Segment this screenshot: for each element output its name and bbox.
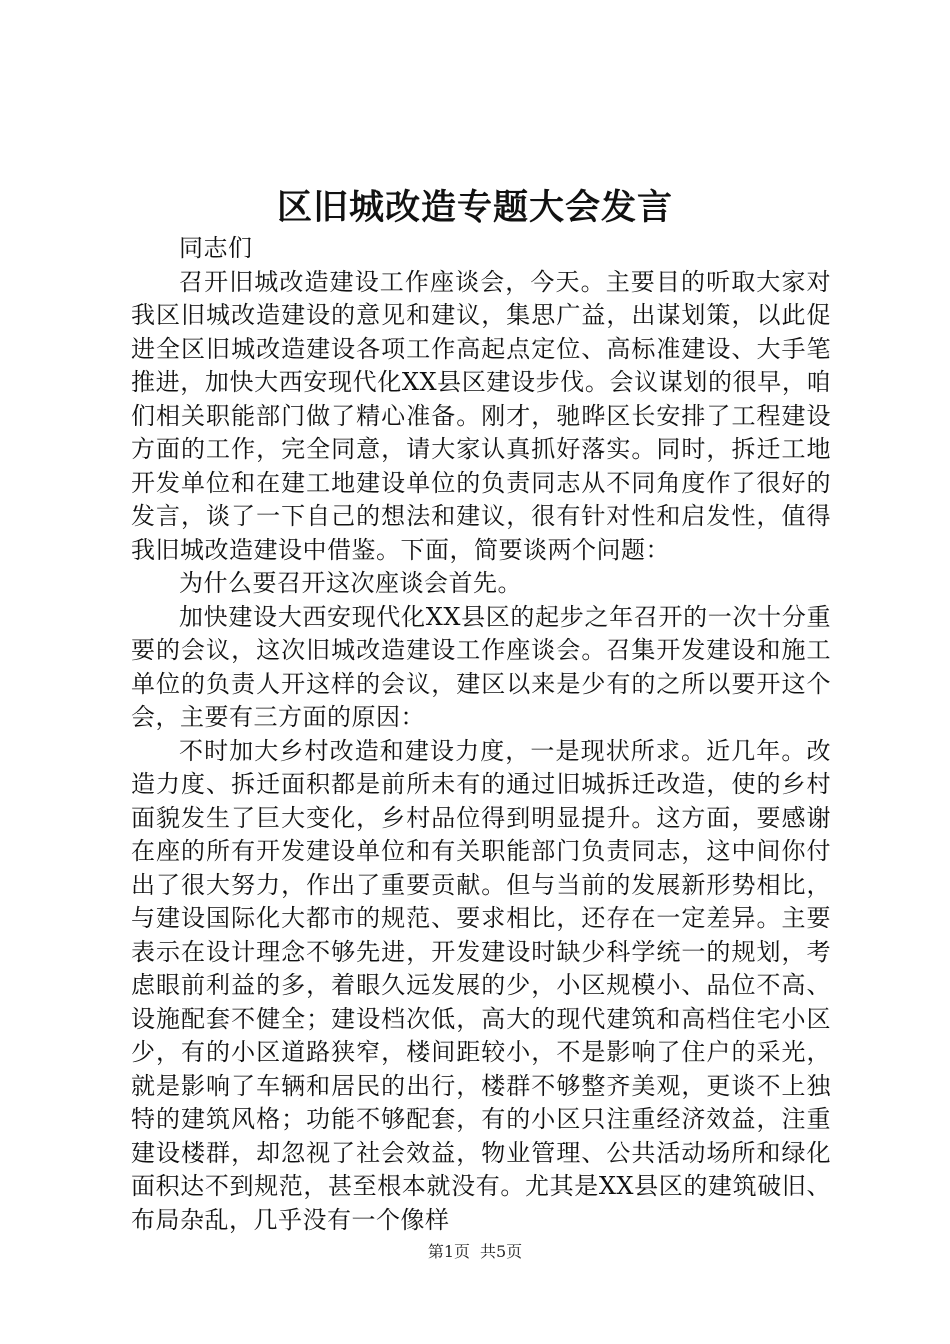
document-body	[131, 232, 831, 1237]
paragraph-intro: 召开旧城改造建设工作座谈会，今天。主要目的听取大家对我区旧城改造建设的意见和建议，集思广益，出谋划策，以此促进全区旧城改造建设各项工作高起点定位、高标准建设、大手笔推进，加快大西安现代化XX县区建设步伐。会议谋划的很早，咱们相关职能部门做了精心准备。刚才，驰晔区长安排了工程建设方面的工作，完全同意，请大家认真抓好落实。同时，拆迁工地开发单位和在建工地建设单位的负责同志从不同角度作了很好的发言，谈了一下自己的想法和建议，很有针对性和启发性，值得我旧城改造建设中借鉴。下面，简要谈两个问题：	[131, 267, 831, 564]
paragraph-question: 为什么要召开这次座谈会首先。	[179, 569, 522, 597]
document-title: 区旧城改造专题大会发言	[276, 187, 673, 228]
page-total: 共5页	[480, 1242, 523, 1261]
paragraph-reason-one: 不时加大乡村改造和建设力度，一是现状所求。近几年。改造力度、拆迁面积都是前所未有的通过旧城拆迁改造，使的乡村面貌发生了巨大变化，乡村品位得到明显提升。这方面，要感谢在座的所有开发建设单位和有关职能部门负责同志，这中间你付出了很大努力，作出了重要贡献。但与当前的发展新形势相比，与建设国际化大都市的规范、要求相比，还存在一定差异。主要表示在设计理念不够先进，开发建设时缺少科学统一的规划，考虑眼前利益的多，着眼久远发展的少，小区规模小、品位不高、设施配套不健全；建设档次低，高大的现代建筑和高档住宅小区少，有的小区道路狭窄，楼间距较小，不是影响了住户的采光，就是影响了车辆和居民的出行，楼群不够整齐美观，更谈不上独特的建筑风格；功能不够配套，有的小区只注重经济效益，注重建设楼群，却忽视了社会效益，物业管理、公共活动场所和绿化面积达不到规范，甚至根本就没有。尤其是XX县区的建筑破旧、布局杂乱，几乎没有一个像样	[131, 736, 831, 1234]
paragraph-meeting-importance: 加快建设大西安现代化XX县区的起步之年召开的一次十分重要的会议，这次旧城改造建设工作座谈会。召集开发建设和施工单位的负责人开这样的会议，建区以来是少有的之所以要开这个会，主要有三方面的原因：	[131, 602, 831, 731]
page-footer	[0, 1241, 950, 1263]
page-number: 第1页	[427, 1242, 470, 1261]
salutation: 同志们	[179, 234, 253, 262]
